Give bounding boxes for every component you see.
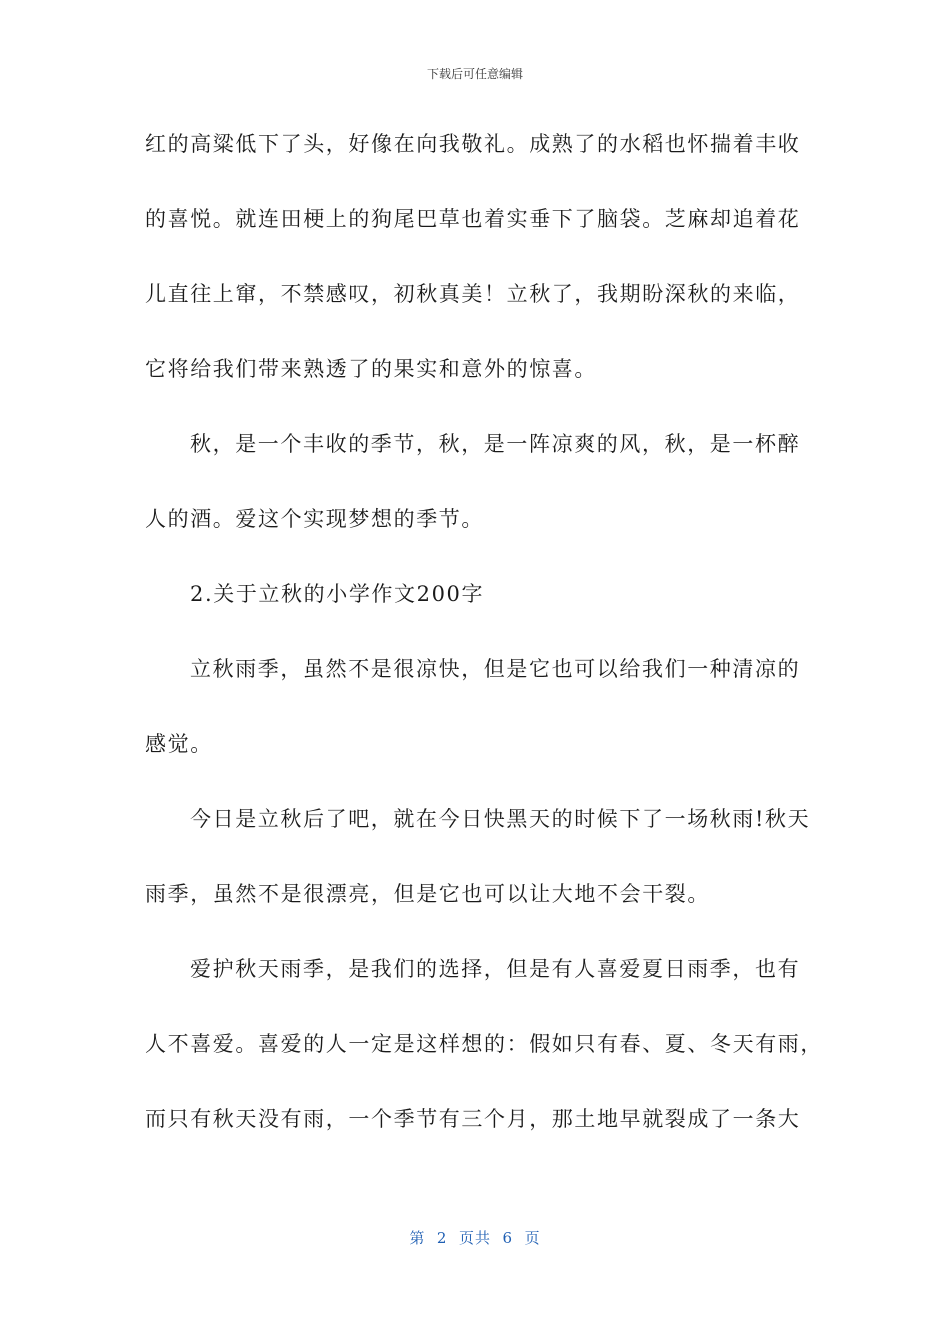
page-header: 下载后可任意编辑	[426, 67, 523, 81]
paragraph-first-line: 立秋雨季，虽然不是很凉快，但是它也可以给我们一种清凉的	[190, 657, 801, 681]
text-line: 红的高粱低下了头，好像在向我敬礼。成熟了的水稻也怀揣着丰收	[145, 132, 801, 156]
text-line: 雨季，虽然不是很漂亮，但是它也可以让大地不会干裂。	[145, 882, 710, 906]
text-line: 儿直往上窜，不禁感叹，初秋真美！立秋了，我期盼深秋的来临，	[145, 282, 801, 306]
document-body	[145, 120, 823, 1170]
paragraph-first-line: 爱护秋天雨季，是我们的选择，但是有人喜爱夏日雨季，也有	[190, 957, 801, 981]
text-line: 人不喜爱。喜爱的人一定是这样想的：假如只有春、夏、冬天有雨，	[145, 1032, 823, 1056]
text-line: 的喜悦。就连田梗上的狗尾巴草也着实垂下了脑袋。芝麻却追着花	[145, 207, 801, 231]
text-line: 感觉。	[145, 732, 213, 756]
page-number-footer: 第 2 页共 6 页	[409, 1229, 541, 1247]
paragraph-first-line: 今日是立秋后了吧，就在今日快黑天的时候下了一场秋雨!秋天	[190, 807, 811, 831]
paragraph-first-line: 秋，是一个丰收的季节，秋，是一阵凉爽的风，秋，是一杯醉	[190, 432, 801, 456]
text-line: 人的酒。爱这个实现梦想的季节。	[145, 507, 484, 531]
text-line: 而只有秋天没有雨，一个季节有三个月，那土地早就裂成了一条大	[145, 1107, 801, 1131]
section-heading: 2.关于立秋的小学作文200字	[190, 582, 485, 606]
text-line: 它将给我们带来熟透了的果实和意外的惊喜。	[145, 357, 597, 381]
